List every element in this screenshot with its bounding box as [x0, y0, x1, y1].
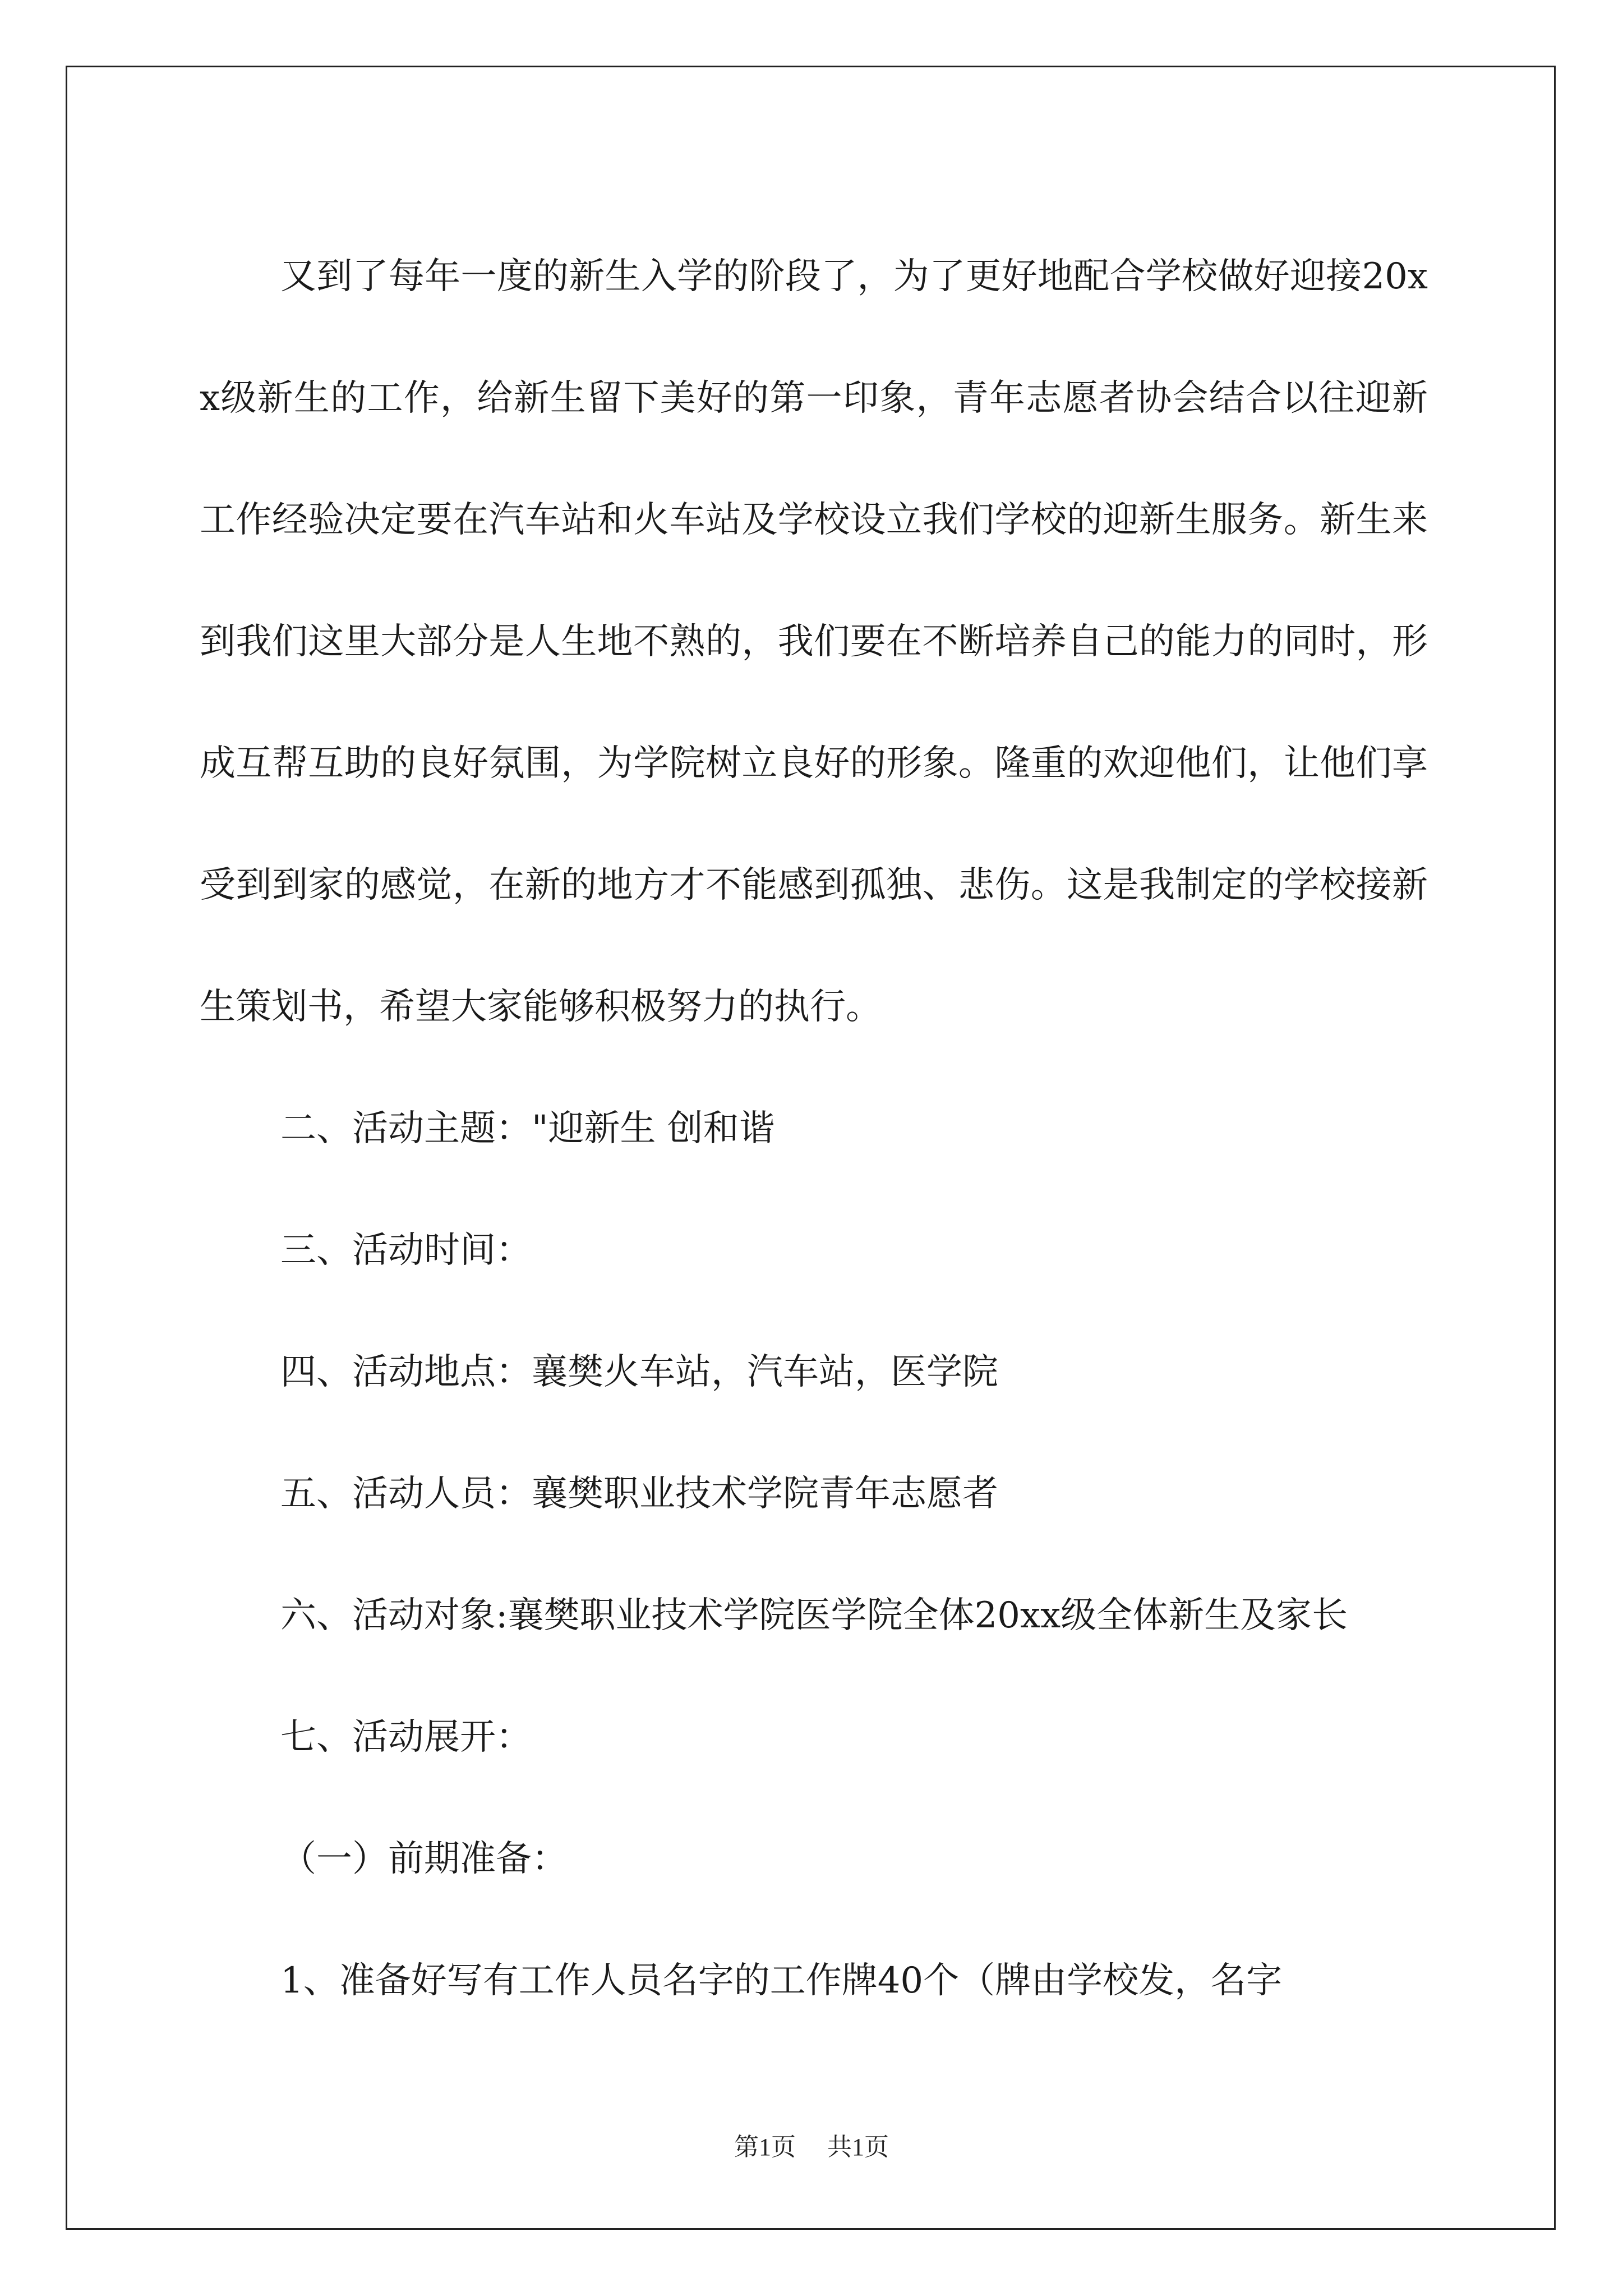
preparation-item-1: 1、准备好写有工作人员名字的工作牌40个（牌由学校发，名字: [280, 1960, 1283, 2001]
activity-process: 七、活动展开：: [280, 1717, 532, 1758]
intro-paragraph: 又到了每年一度的新生入学的阶段了，为了更好地配合学校做好迎接20xx级新生的工作，给新生留下美好的第一印象，青年志愿者协会结合以往迎新工作经验决定要在汽车站和火车站及学校设立我们学校的迎新生服务。新生来到我们这里大部分是人生地不熟的，我们要在不断培养自己的能力的同时，形成互帮互助的良好氛围，为学院树立良好的形象。隆重的欢迎他们，让他们享受到到家的感觉，在新的地方才不能感到孤独、悲伤。这是我制定的学校接新生策划书，希望大家能够积极努力的执行。: [200, 256, 1428, 1028]
activity-staff: 五、活动人员：襄樊职业技术学院青年志愿者: [280, 1473, 998, 1515]
activity-location: 四、活动地点：襄樊火车站，汽车站，医学院: [280, 1351, 998, 1393]
page-footer: [0, 2131, 1623, 2164]
page-number: 第1页: [734, 2133, 796, 2161]
activity-time: 三、活动时间：: [280, 1230, 532, 1271]
document-body: [200, 216, 1428, 2042]
preparation-heading: （一）前期准备：: [280, 1838, 568, 1880]
activity-theme: 二、活动主题："迎新生 创和谐: [280, 1108, 775, 1149]
page-total: 共1页: [827, 2133, 889, 2161]
activity-target: 六、活动对象:襄樊职业技术学院医学院全体20xx级全体新生及家长: [280, 1595, 1348, 1636]
